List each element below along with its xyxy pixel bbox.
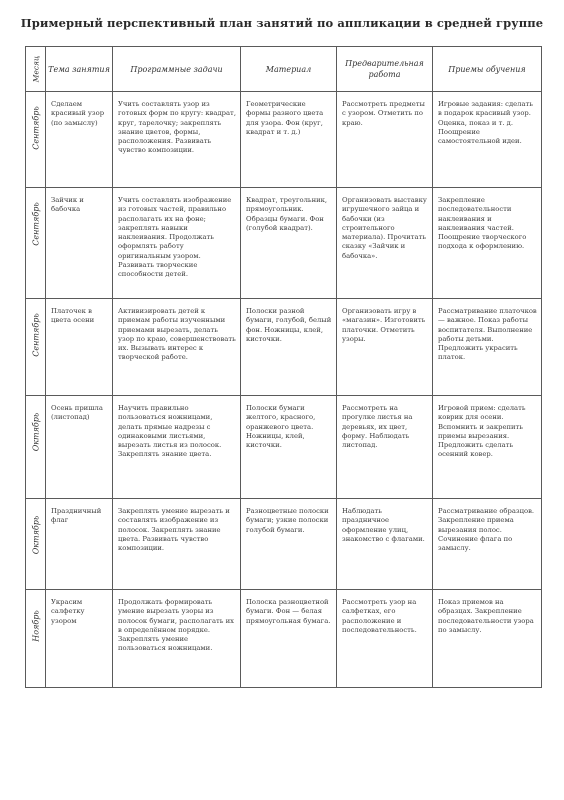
material-cell: Геометрические формы разного цвета для узора. Фон (круг, квадрат и т. д.) (241, 92, 337, 188)
table-row (26, 590, 542, 688)
header-month: Месяц (26, 47, 46, 92)
table-row (26, 92, 542, 188)
tasks-cell: Активизировать детей к приемам работы изученными приемами вырезать, делать узор по краю, совершенствовать их. Вызывать интерес к творческой работе. (113, 299, 241, 396)
preliminary-cell: Рассмотреть на прогулке листья на деревьях, их цвет, форму. Наблюдать листопад. (337, 396, 433, 499)
tasks-cell: Научить правильно пользоваться ножницами, делать прямые надрезы с одинаковыми листьями, вырезать листья из полосок. Закреплять знание цвета. (113, 396, 241, 499)
header-methods: Приемы обучения (433, 47, 542, 92)
header-tasks: Программные задачи (113, 47, 241, 92)
table-row (26, 188, 542, 299)
preliminary-cell: Организовать игру в «магазин». Изготовить платочки. Отметить узоры. (337, 299, 433, 396)
tasks-cell: Закреплять умение вырезать и составлять изображение из полосок. Закреплять знание цвета. Развивать чувство композиции. (113, 499, 241, 590)
methods-cell: Игровые задания: сделать в подарок красивый узор. Оценка, показ и т. д. Поощрение самостоятельной идеи. (433, 92, 542, 188)
topic-cell: Осень пришла (листопад) (46, 396, 113, 499)
page-title: Примерный перспективный план занятий по аппликации в средней группе (20, 16, 544, 30)
month-cell: Сентябрь (26, 92, 46, 188)
month-cell: Ноябрь (26, 590, 46, 688)
material-cell: Полоски разной бумаги, голубой, белый фон. Ножницы, клей, кисточки. (241, 299, 337, 396)
preliminary-cell: Рассмотреть узор на салфетках, его расположение и последовательность. (337, 590, 433, 688)
header-topic: Тема занятия (46, 47, 113, 92)
month-cell: Сентябрь (26, 188, 46, 299)
methods-cell: Рассматривание платочков — важное. Показ работы воспитателя. Выполнение работы детьми. Предложить украсить платок. (433, 299, 542, 396)
preliminary-cell: Наблюдать праздничное оформление улиц, знакомство с флагами. (337, 499, 433, 590)
header-material: Материал (241, 47, 337, 92)
topic-cell: Праздничный флаг (46, 499, 113, 590)
header-preliminary: Предварительная работа (337, 47, 433, 92)
month-cell: Сентябрь (26, 299, 46, 396)
tasks-cell: Учить составлять изображение из готовых частей, правильно располагать их на фоне; закреплять навыки наклеивания. Продолжать оформлять работу оригинальным узором. Развивать творческие способности детей. (113, 188, 241, 299)
month-cell: Октябрь (26, 499, 46, 590)
material-cell: Квадрат, треугольник, прямоугольник. Образцы бумаги. Фон (голубой квадрат). (241, 188, 337, 299)
tasks-cell: Учить составлять узор из готовых форм по кругу: квадрат, круг, тарелочку; закреплять знание цветов, формы, расположения. Развивать чувство композиции. (113, 92, 241, 188)
month-cell: Октябрь (26, 396, 46, 499)
material-cell: Полоски бумаги желтого, красного, оранжевого цвета. Ножницы, клей, кисточки. (241, 396, 337, 499)
table-row (26, 396, 542, 499)
topic-cell: Сделаем красивый узор (по замыслу) (46, 92, 113, 188)
methods-cell: Закрепление последовательности наклеивания и наклеивания частей. Поощрение творческого подхода к оформлению. (433, 188, 542, 299)
methods-cell: Показ приемов на образцах. Закрепление последовательности узора по замыслу. (433, 590, 542, 688)
methods-cell: Игровой прием: сделать коврик для осени. Вспомнить и закрепить приемы вырезания. Предложить сделать осенний ковер. (433, 396, 542, 499)
topic-cell: Украсим салфетку узором (46, 590, 113, 688)
preliminary-cell: Организовать выставку игрушечного зайца и бабочки (из строительного материала). Прочитать сказку «Зайчик и бабочка». (337, 188, 433, 299)
topic-cell: Зайчик и бабочка (46, 188, 113, 299)
plan-table (25, 46, 542, 688)
header-row (26, 47, 542, 92)
table-row (26, 499, 542, 590)
topic-cell: Платочек в цвета осени (46, 299, 113, 396)
tasks-cell: Продолжать формировать умение вырезать узоры из полосок бумаги, располагать их в определённом порядке. Закреплять умение пользоваться ножницами. (113, 590, 241, 688)
methods-cell: Рассматривание образцов. Закрепление приема вырезания полос. Сочинение флага по замыслу. (433, 499, 542, 590)
preliminary-cell: Рассмотреть предметы с узором. Отметить по краю. (337, 92, 433, 188)
table-row (26, 299, 542, 396)
material-cell: Полоска разноцветной бумаги. Фон — белая прямоугольная бумага. (241, 590, 337, 688)
material-cell: Разноцветные полоски бумаги; узкие полоски голубой бумаги. (241, 499, 337, 590)
